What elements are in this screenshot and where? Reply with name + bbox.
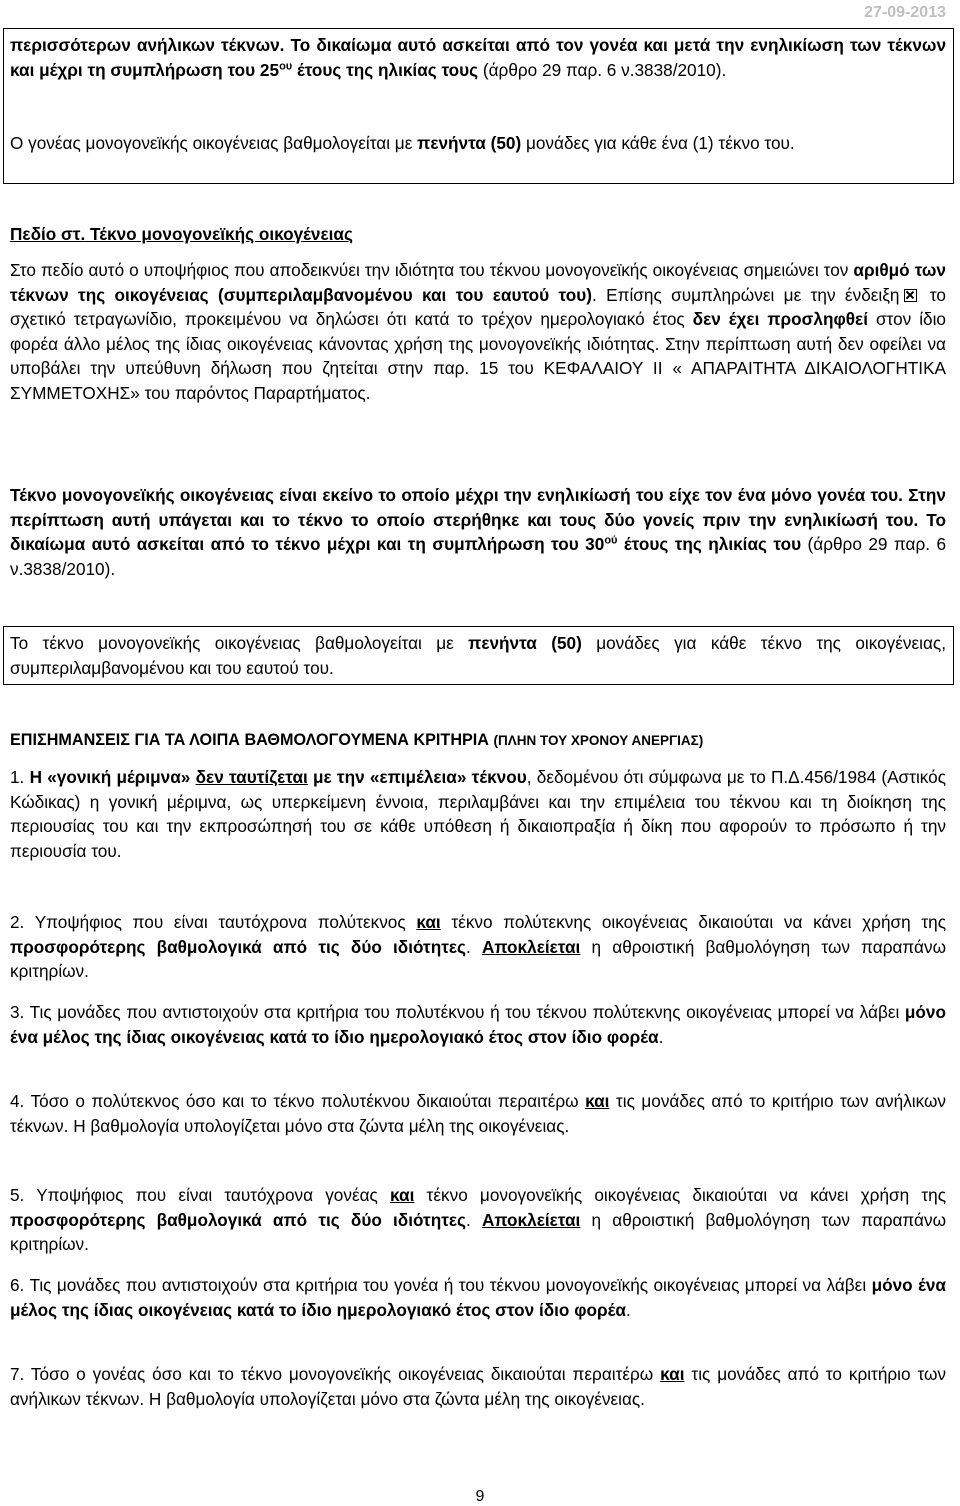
- document-date: 27-09-2013: [864, 4, 946, 21]
- note-1: 1. Η «γονική μέριμνα» δεν ταυτίζεται με την «επιμέλεια» τέκνου, δεδομένου ότι σύμφωνα με το Π.Δ.456/1984 (Αστικός Κώδικας) η γονική μέριμνα, ως υπερκείμενη έννοια, περιλαμβάνει και την επιμέλεια του τέκνου και τη διοίκηση της περιουσίας του και την εκπροσώπησή του σε κάθε υπόθεση ή δικαιοπραξία ή δίκη που αφορούν το πρόσωπο ή την περιουσία του.: [10, 767, 946, 861]
- top-box-paragraph-1: περισσότερων ανήλικων τέκνων. Το δικαίωμα αυτό ασκείται από τον γονέα και μετά την ενηλικίωση των τέκνων και μέχρι τη συμπλήρωση του $25^{o\upsilon}$ έτους της ηλικίας τους (άρθρο 29 παρ. 6 ν.3838/2010).: [10, 35, 946, 80]
- note-6: 6. Τις μονάδες που αντιστοιχούν στα κριτήρια του γονέα ή του τέκνου μονογονεϊκής οικογένειας μπορεί να λάβει μόνο ένα μέλος της ίδιας οικογένειας κατά το ίδιο ημερολογιακό έτος στον ίδιο φορέα.: [10, 1275, 946, 1320]
- note-2: 2. Υποψήφιος που είναι ταυτόχρονα πολύτεκνος και τέκνο πολύτεκνης οικογένειας δικαιούται να κάνει χρήση της προσφορότερης βαθμολογικά από τις δύο ιδιότητες. Αποκλείεται η αθροιστική βαθμολόγηση των παραπάνω κριτηρίων.: [10, 912, 946, 982]
- note-3: 3. Τις μονάδες που αντιστοιχούν στα κριτήρια του πολυτέκνου ή του τέκνου πολύτεκνης οικογένειας μπορεί να λάβει μόνο ένα μέλος της ίδιας οικογένειας κατά το ίδιο ημερολογιακό έτος στον ίδιο φορέα.: [10, 1002, 946, 1047]
- top-box-paragraph-2: Ο γονέας μονογονεϊκής οικογένειας βαθμολογείται με πενήντα (50) μονάδες για κάθε ένα (1) τέκνο του.: [10, 133, 795, 153]
- bottom-box-paragraph: Το τέκνο μονογονεϊκής οικογένειας βαθμολογείται με πενήντα (50) μονάδες για κάθε τέκνο της οικογένειας, συμπεριλαμβανομένου και του εαυτού του.: [10, 633, 946, 678]
- note-4: 4. Τόσο ο πολύτεκνος όσο και το τέκνο πολυτέκνου δικαιούται περαιτέρω και τις μονάδες από το κριτήριο των ανήλικων τέκνων. Η βαθμολογία υπολογίζεται μόνο στα ζώντα μέλη της οικογένειας.: [10, 1091, 947, 1136]
- note-5: 5. Υποψήφιος που είναι ταυτόχρονα γονέας και τέκνο μονογονεϊκής οικογένειας δικαιούται να κάνει χρήση της προσφορότερης βαθμολογικά από τις δύο ιδιότητες. Αποκλείεται η αθροιστική βαθμολόγηση των παραπάνω κριτηρίων.: [10, 1185, 946, 1255]
- field-title: Πεδίο στ. Τέκνο μονογονεϊκής οικογένειας: [10, 224, 353, 244]
- notes-heading: ΕΠΙΣΗΜΑΝΣΕΙΣ ΓΙΑ ΤΑ ΛΟΙΠΑ ΒΑΘΜΟΛΟΓΟΥΜΕΝΑ ΚΡΙΤΗΡΙΑ (ΠΛΗΝ ΤΟΥ ΧΡΟΝΟΥ ΑΝΕΡΓΙΑΣ): [10, 731, 704, 749]
- checked-box-icon: [904, 289, 917, 302]
- field-paragraph-1: Στο πεδίο αυτό ο υποψήφιος που αποδεικνύει την ιδιότητα του τέκνου μονογονεϊκής οικογένειας σημειώνει τον αριθμό των τέκνων της οικογένειας (συμπεριλαμβανομένου και του εαυτού του). Επίσης συμπληρώνει με την ένδειξη το σχετικό τετραγωνίδιο, προκειμένου να δηλώσει ότι κατά το τρέχον ημερολογιακό έτος δεν έχει προσληφθεί στον ίδιο φορέα άλλο μέλος της ίδιας οικογένειας κάνοντας χρήση της μονογονεϊκής ιδιότητας. Στην περίπτωση αυτή δεν οφείλει να υποβάλει την υπεύθυνη δήλωση που ζητείται στην παρ. 15 του ΚΕΦΑΛΑΙΟΥ ΙΙ « ΑΠΑΡΑΙΤΗΤΑ ΔΙΚΑΙΟΛΟΓΗΤΙΚΑ ΣΥΜΜΕΤΟΧΗΣ» του παρόντος Παραρτήματος.: [10, 260, 946, 403]
- note-7: 7. Τόσο ο γονέας όσο και το τέκνο μονογονεϊκής οικογένειας δικαιούται περαιτέρω και τις μονάδες από το κριτήριο των ανήλικων τέκνων. Η βαθμολογία υπολογίζεται μόνο στα ζώντα μέλη της οικογένειας.: [10, 1364, 946, 1409]
- field-paragraph-2: Τέκνο μονογονεϊκής οικογένειας είναι εκείνο το οποίο μέχρι την ενηλικίωσή του είχε τον ένα μόνο γονέα του. Στην περίπτωση αυτή υπάγεται και το τέκνο το οποίο στερήθηκε και τους δύο γονείς πριν την ενηλικίωσή του. Το δικαίωμα αυτό ασκείται από το τέκνο μέχρι και τη συμπλήρωση του $30^{oύ}$ έτους της ηλικίας του (άρθρο 29 παρ. 6 ν.3838/2010).: [10, 485, 946, 579]
- page-number: 9: [475, 1488, 485, 1505]
